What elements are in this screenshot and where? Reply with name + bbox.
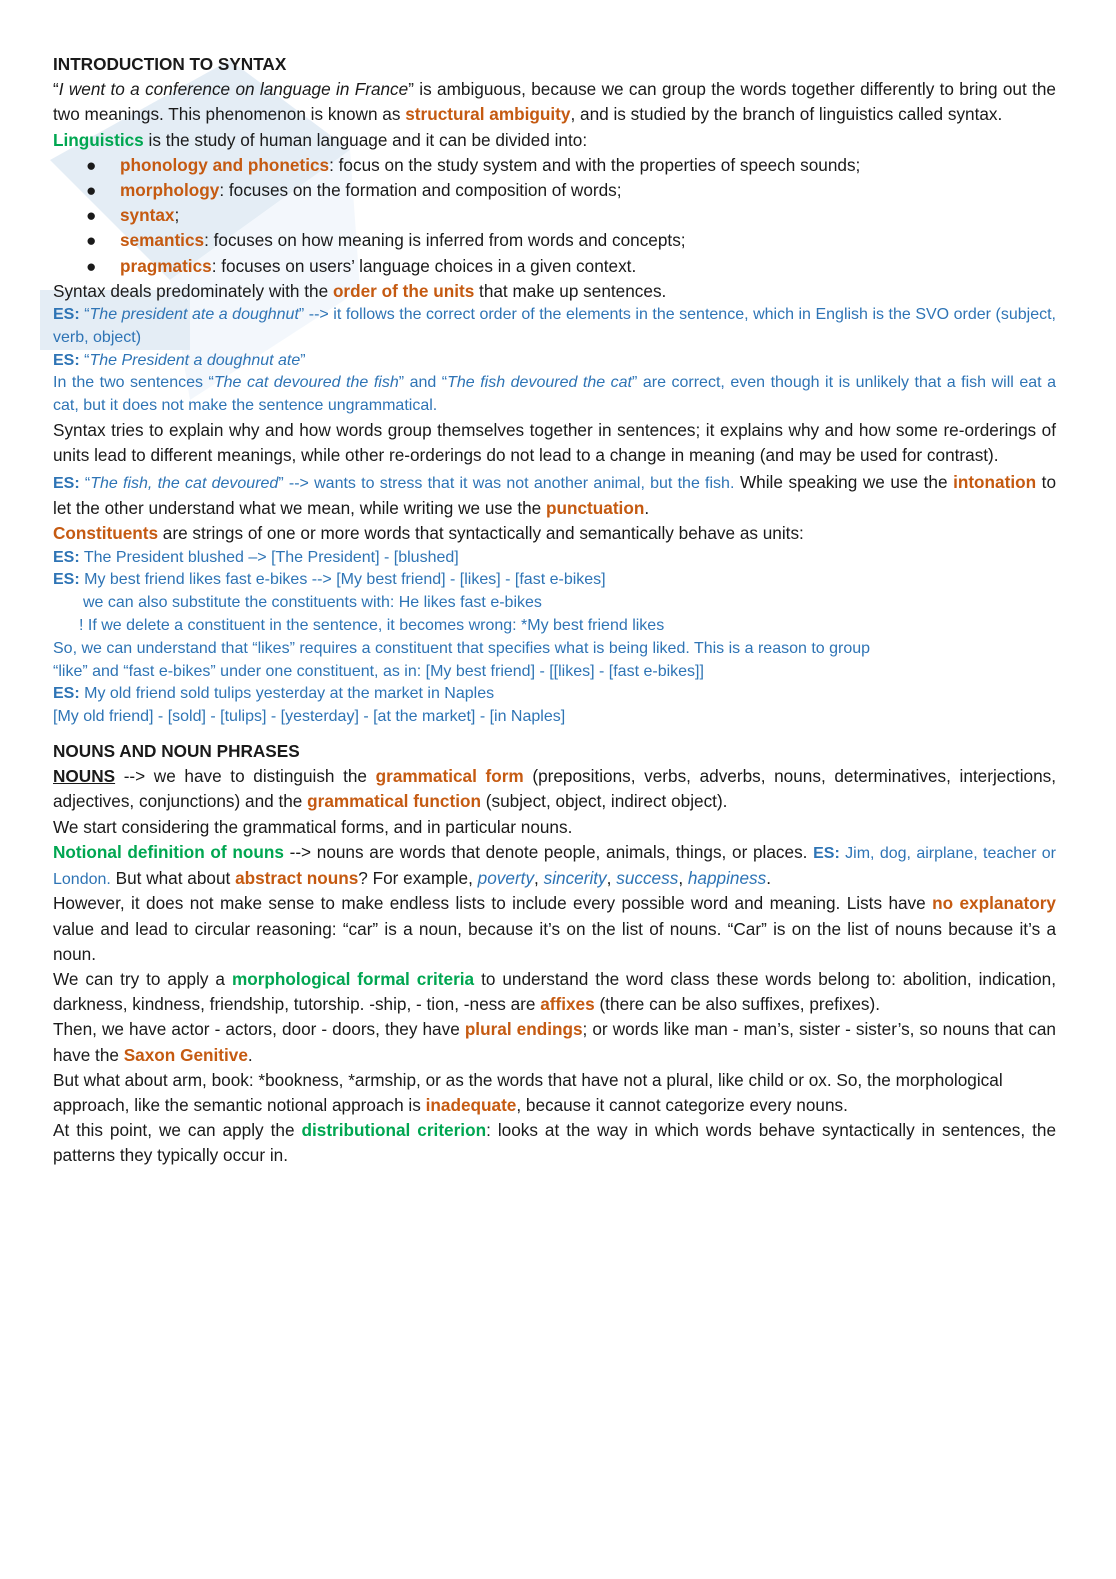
list-item [86, 153, 1056, 178]
text: (there can be also suffixes, prefixes). [594, 994, 881, 1015]
term-intonation: intonation [953, 472, 1037, 493]
text: , [606, 867, 617, 888]
term: phonology and phonetics [120, 154, 330, 175]
text: Syntax deals predominately with the [53, 280, 333, 301]
paragraph-syntax-explains: Syntax tries to explain why and how words group themselves together in sentences; it explains why and how some re-orderings of units lead to different meanings, while other re-orderings do not lead to a change in meaning (and may be used for contrast). [53, 420, 1056, 466]
paragraph-forms: We start considering the grammatical forms, and in particular nouns. [53, 816, 573, 837]
paragraph-distributional [53, 1118, 1056, 1168]
text: is the study of human language and it can be divided into: [143, 129, 588, 150]
example-sentence: The president ate a doughnut [89, 306, 299, 324]
paragraph-plural [53, 1017, 1056, 1067]
text: to understand the word class these words belong to: abolition, indication, darkness, kindness, friendship, tutorship. -ship, - tion, -ness are [53, 969, 1056, 1015]
term-no-explanatory: no explanatory [932, 893, 1056, 914]
text: Then, we have actor - actors, door - doors, they have [53, 1019, 465, 1040]
text: ” and “ [398, 374, 448, 392]
example-5 [53, 547, 1056, 570]
term: morphology [120, 180, 220, 201]
paragraph-constituents [53, 521, 1056, 546]
term-order-of-units: order of the units [332, 280, 475, 301]
term-structural-ambiguity: structural ambiguity [405, 104, 571, 125]
text: ” --> wants to stress that it was not another animal, but the fish. [278, 475, 735, 493]
text: ” [300, 351, 306, 369]
text: My old friend sold tulips yesterday at the market in Naples [79, 685, 495, 703]
example-word: success [616, 867, 679, 888]
paragraph-lists [53, 891, 1056, 967]
term-constituents: Constituents [53, 523, 159, 544]
term-grammatical-form: grammatical form [375, 766, 524, 787]
text: , and is studied by the branch of linguistics called syntax. [570, 104, 1003, 125]
text: . [247, 1044, 253, 1065]
es-label: ES: [53, 548, 80, 566]
term-punctuation: punctuation [545, 498, 645, 519]
bullet-icon: ● [86, 180, 97, 201]
term-morphological-criteria: morphological formal criteria [231, 969, 475, 990]
list-item [86, 228, 1056, 253]
section-title-nouns: NOUNS AND NOUN PHRASES [53, 741, 300, 761]
text: : looks at the way in which words behave syntactically in sentences, the patterns they typically occur in. [53, 1120, 1056, 1166]
term-distributional-criterion: distributional criterion [301, 1120, 487, 1141]
example-12: [My old friend] - [sold] - [tulips] - [yesterday] - [at the market] - [in Naples] [53, 708, 566, 726]
term-plural-endings: plural endings [464, 1019, 583, 1040]
text: We can try to apply a [53, 969, 232, 990]
text: to let the other understand what we mean, while writing we use the [53, 472, 1057, 519]
example-4 [53, 475, 734, 492]
text: that make up sentences. [474, 280, 667, 301]
es-label: ES: [53, 685, 80, 703]
text: : focus on the study system and with the properties of speech sounds; [329, 154, 861, 175]
text: ” are correct, even though it is unlikely that a fish will eat a cat, but it does not make the sentence ungrammatical. [53, 374, 1056, 415]
example-sentence: The fish devoured the cat [447, 374, 632, 392]
text: (prepositions, verbs, adverbs, nouns, determinatives, interjections, adjectives, conjunctions) and the [53, 766, 1057, 812]
text: ” is ambiguous, because we can group the words together differently to bring out the two meanings. This phenomenon is known as [53, 79, 1056, 125]
text: are strings of one or more words that syntactically and semantically behave as units: [158, 523, 804, 544]
bullet-icon: ● [86, 154, 97, 175]
term-inadequate: inadequate [425, 1095, 517, 1116]
example-2 [53, 350, 1056, 373]
text: . [766, 867, 772, 888]
text: , because it cannot categorize every nouns. [516, 1095, 848, 1116]
paragraph-intonation [53, 470, 1056, 521]
text: But what about [110, 867, 236, 888]
example-8: ! If we delete a constituent in the sentence, it becomes wrong: *My best friend likes [79, 617, 665, 635]
document-page [53, 52, 1056, 1169]
list-item [86, 203, 1056, 228]
example-9: So, we can understand that “likes” requires a constituent that specifies what is being liked. This is a reason to group [53, 639, 871, 657]
example-7: we can also substitute the constituents with: He likes fast e-bikes [83, 594, 542, 612]
term: syntax [120, 205, 175, 226]
text: : focuses on users’ language choices in a given context. [211, 255, 637, 276]
section-gap [53, 729, 1056, 739]
paragraph-notional [53, 840, 1056, 892]
text: “ [79, 475, 91, 493]
text: In the two sentences “ [53, 374, 214, 392]
paragraph-ambiguity [53, 77, 1056, 127]
text: approach, like the semantic notional approach is [53, 1095, 426, 1116]
branches-list [53, 153, 1056, 279]
text: --> nouns are words that denote people, animals, things, or places. [283, 841, 814, 862]
list-item [86, 178, 1056, 203]
example-word: happiness [687, 867, 767, 888]
term-linguistics: Linguistics [53, 129, 144, 150]
text: ” --> it follows the correct order of the elements in the sentence, which in English is the SVO order (subject, verb, object) [53, 306, 1056, 346]
paragraph-nouns [53, 764, 1056, 814]
es-label: ES: [53, 475, 80, 493]
text: --> we have to distinguish the [115, 766, 376, 787]
text: The President blushed –> [The President] - [blushed] [79, 548, 459, 566]
example-1 [53, 304, 1056, 350]
example-3 [53, 372, 1056, 418]
paragraph-morphological [53, 967, 1056, 1017]
text: , [678, 867, 688, 888]
es-label: ES: [53, 351, 80, 369]
bullet-icon: ● [86, 205, 97, 226]
text: ; [174, 205, 180, 226]
text: “ [79, 351, 90, 369]
text: , [534, 867, 544, 888]
example-10: “like” and “fast e-bikes” under one constituent, as in: [My best friend] - [[likes] - [fast e-bikes]] [53, 662, 704, 680]
term-nouns: NOUNS [53, 766, 116, 787]
text: (subject, object, indirect object). [480, 791, 728, 812]
example-11 [53, 683, 1056, 706]
example-sentence: I went to a conference on language in France [58, 79, 409, 100]
term: pragmatics [120, 255, 212, 276]
example-text: Jim, dog, airplane, teacher or London. [53, 844, 1057, 888]
text: At this point, we can apply the [53, 1120, 302, 1141]
example-word: poverty [477, 867, 535, 888]
example-sentence: The fish, the cat devoured [90, 475, 279, 493]
term-notional-definition: Notional definition of nouns [53, 841, 284, 862]
bullet-icon: ● [86, 255, 97, 276]
text: “ [79, 306, 90, 324]
es-label: ES: [53, 571, 80, 589]
text: : focuses on how meaning is inferred from words and concepts; [204, 230, 686, 251]
term-affixes: affixes [540, 994, 595, 1015]
term: semantics [120, 230, 205, 251]
es-label: ES: [813, 844, 840, 862]
example-6 [53, 569, 1056, 592]
text: : focuses on the formation and composition of words; [219, 180, 622, 201]
list-item [86, 254, 1056, 279]
example-word: sincerity [543, 867, 607, 888]
text: ; or words like man - man’s, sister - sister’s, so nouns that can have the [53, 1019, 1056, 1065]
text: ? For example, [358, 867, 478, 888]
text: However, it does not make sense to make endless lists to include every possible word and meaning. Lists have [53, 893, 933, 914]
term-abstract-nouns: abstract nouns [235, 867, 359, 888]
paragraph-order [53, 279, 1056, 304]
paragraph-linguistics [53, 128, 1056, 153]
term-grammatical-function: grammatical function [307, 791, 481, 812]
text: My best friend likes fast e-bikes --> [My best friend] - [likes] - [fast e-bikes] [79, 571, 606, 589]
paragraph-arm-book: But what about arm, book: *bookness, *armship, or as the words that have not a plural, like child or ox. So, the morphological [53, 1069, 1003, 1090]
example-sentence: The cat devoured the fish [213, 374, 399, 392]
section-title-syntax: INTRODUCTION TO SYNTAX [53, 54, 287, 74]
quote-open: “ [53, 79, 59, 100]
bullet-icon: ● [86, 230, 97, 251]
text: . [644, 498, 650, 519]
example-sentence: The President a doughnut ate [89, 351, 301, 369]
term-saxon-genitive: Saxon Genitive [123, 1044, 248, 1065]
es-label: ES: [53, 306, 80, 324]
paragraph-inadequate [53, 1093, 1056, 1118]
text: value and lead to circular reasoning: “car” is a noun, because it’s on the list of nouns. “Car” is on the list of nouns because it’s a noun. [53, 918, 1056, 964]
text: While speaking we use the [734, 472, 954, 493]
